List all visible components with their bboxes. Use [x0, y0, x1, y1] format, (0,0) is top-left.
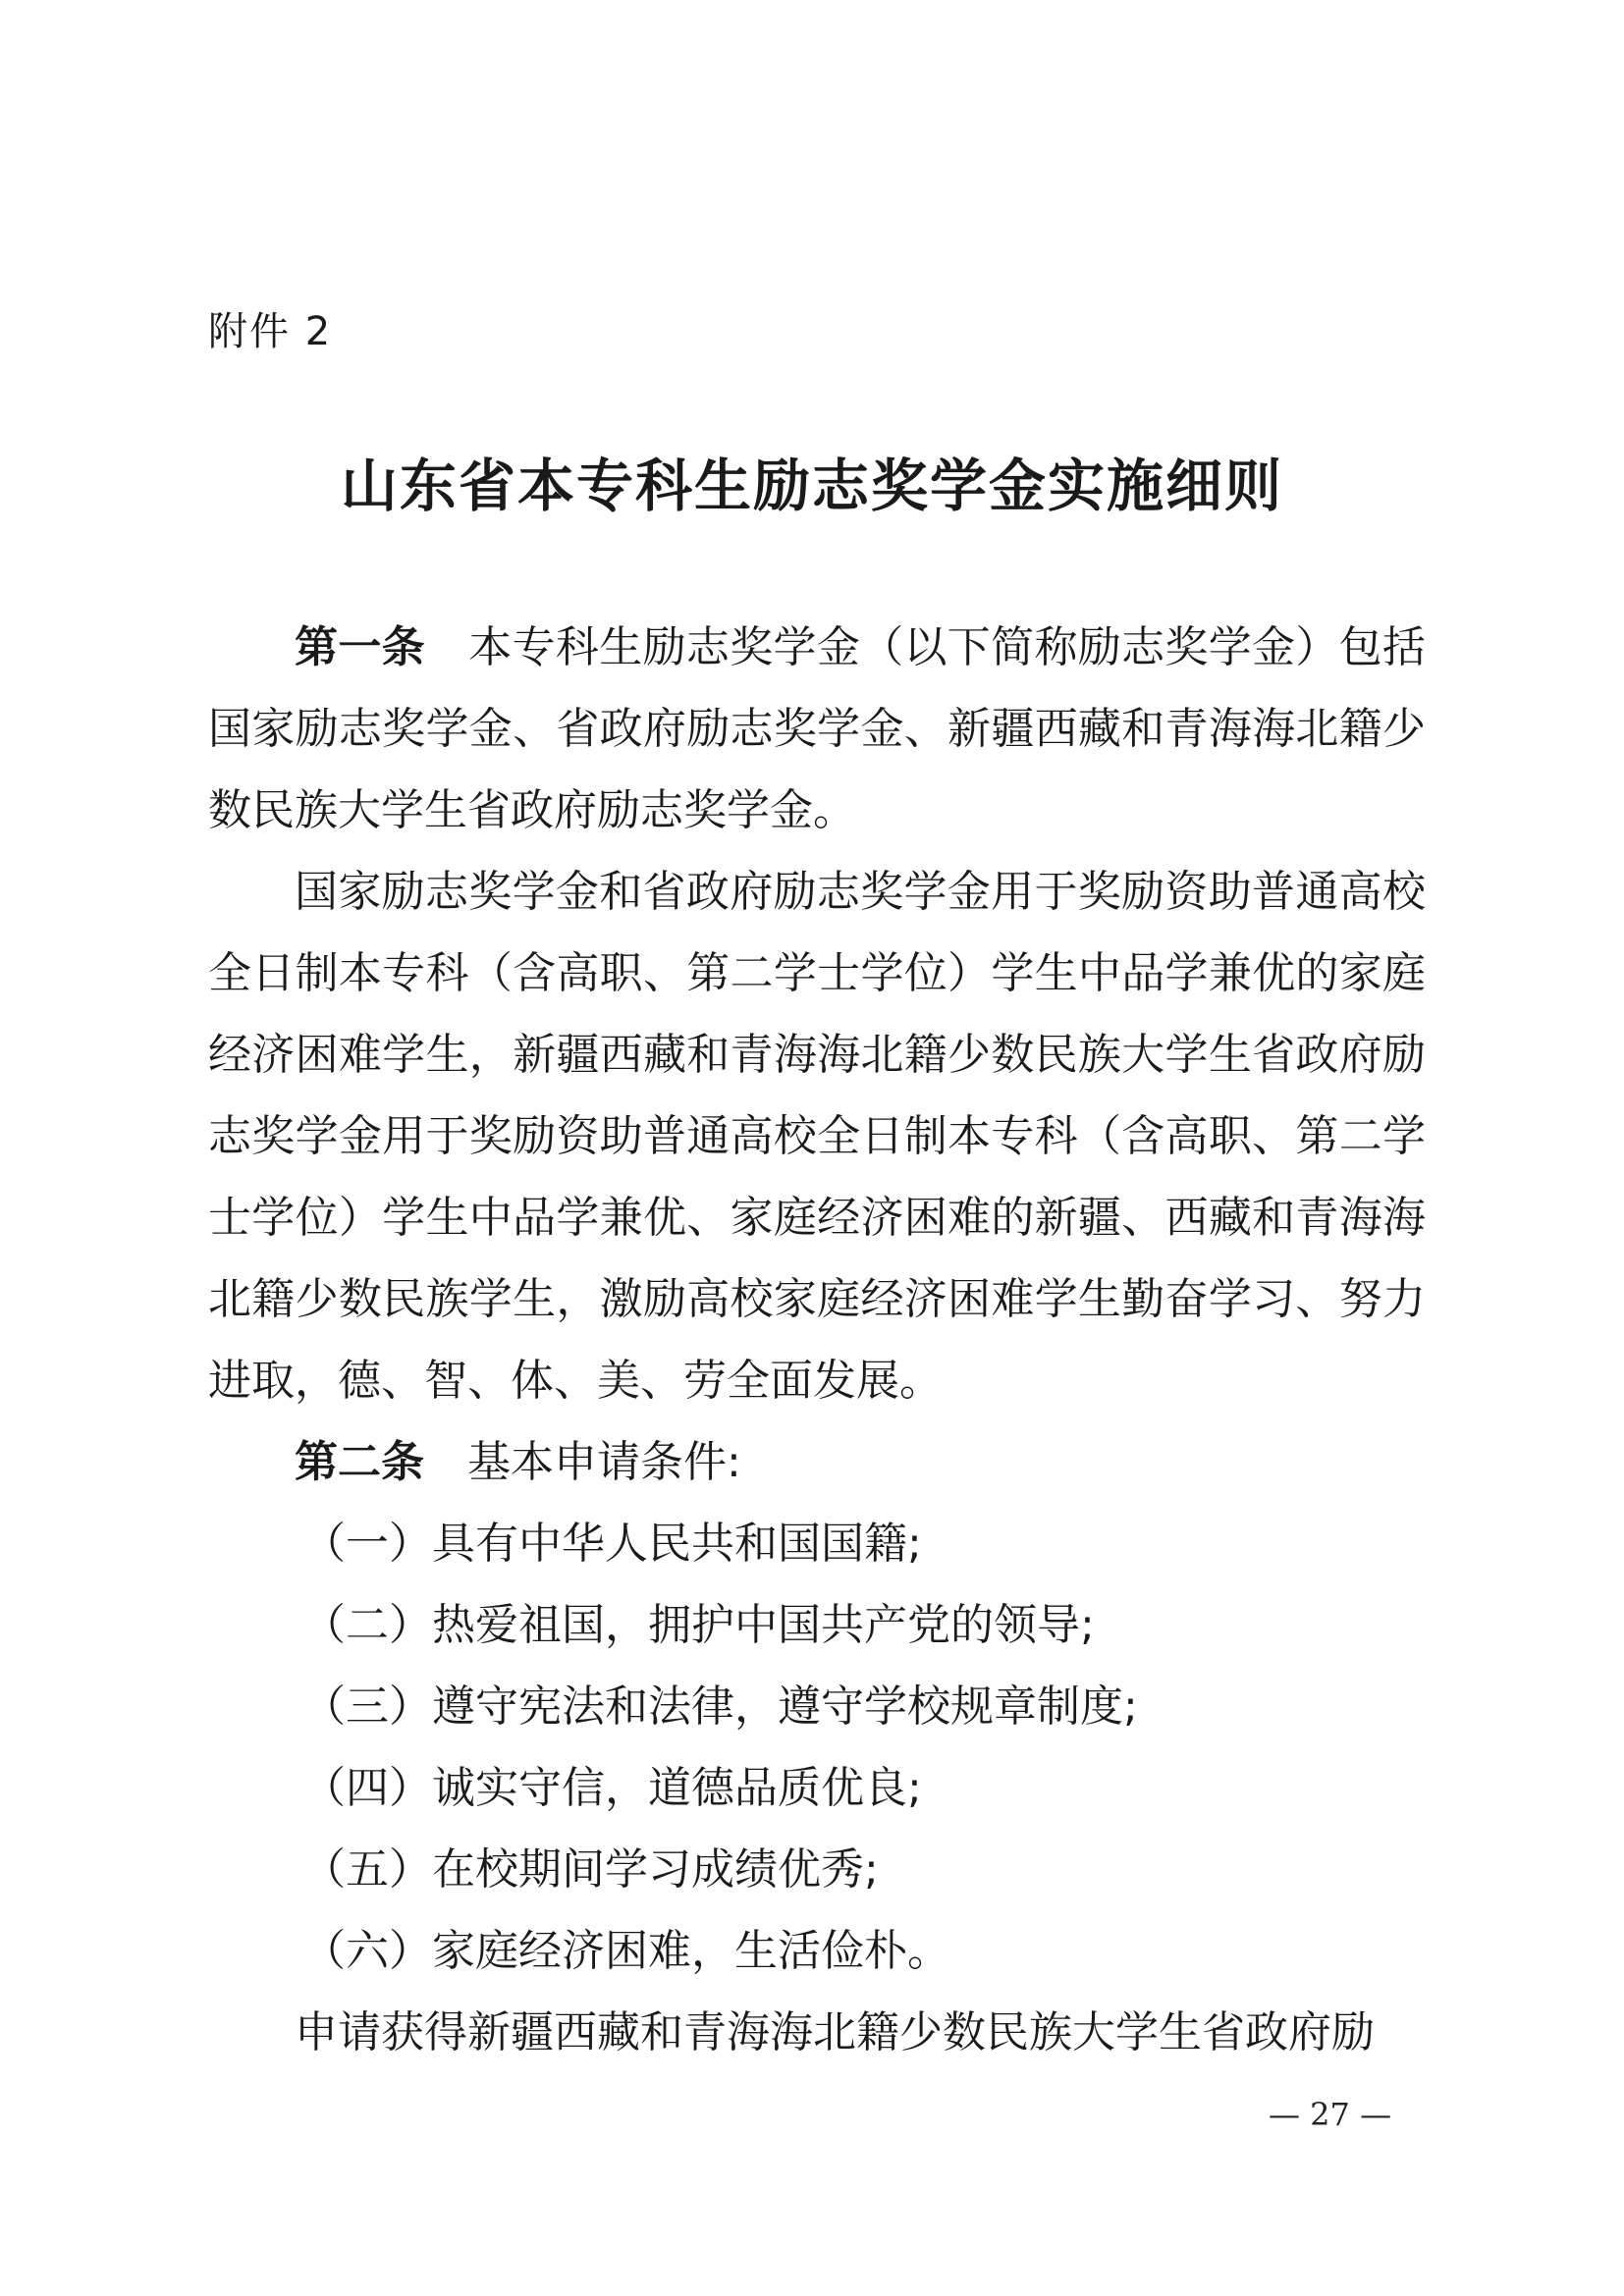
attachment-label: 附件 2	[208, 309, 333, 354]
condition-item: （四）诚实守信，道德品质优良;	[302, 1763, 922, 1813]
article-2-text: 基本申请条件:	[467, 1437, 741, 1487]
page-number: — 27 —	[1269, 2096, 1392, 2133]
condition-item: （五）在校期间学习成绩优秀;	[302, 1844, 879, 1895]
article-2-paragraph	[208, 1421, 1426, 1503]
condition-item: （二）热爱祖国，拥护中国共产党的领导;	[302, 1600, 1095, 1650]
condition-item: （三）遵守宪法和法律，遵守学校规章制度;	[302, 1682, 1138, 1732]
article-1-label: 第一条	[295, 622, 425, 672]
condition-item: （六）家庭经济困难，生活俭朴。	[302, 1926, 950, 1976]
article-1-text: 本专科生励志奖学金（以下简称励志奖学金）包括国家励志奖学金、省政府励志奖学金、新疆西藏和青海海北籍少数民族大学生省政府励志奖学金。	[208, 622, 1427, 835]
document-body	[208, 607, 1426, 2073]
document-title: 山东省本专科生励志奖学金实施细则	[340, 453, 1283, 519]
paragraph-2: 国家励志奖学金和省政府励志奖学金用于奖励资助普通高校全日制本专科（含高职、第二学士学位）学生中品学兼优的家庭经济困难学生，新疆西藏和青海海北籍少数民族大学生省政府励志奖学金用于奖励资助普通高校全日制本专科（含高职、第二学士学位）学生中品学兼优、家庭经济困难的新疆、西藏和青海海北籍少数民族学生，激励高校家庭经济困难学生勤奋学习、努力进取，德、智、体、美、劳全面发展。	[208, 867, 1426, 1406]
last-line: 申请获得新疆西藏和青海海北籍少数民族大学生省政府励	[295, 2007, 1375, 2057]
condition-item: （一）具有中华人民共和国国籍;	[302, 1519, 922, 1569]
article-1-paragraph	[208, 607, 1426, 851]
article-2-label: 第二条	[295, 1437, 424, 1487]
